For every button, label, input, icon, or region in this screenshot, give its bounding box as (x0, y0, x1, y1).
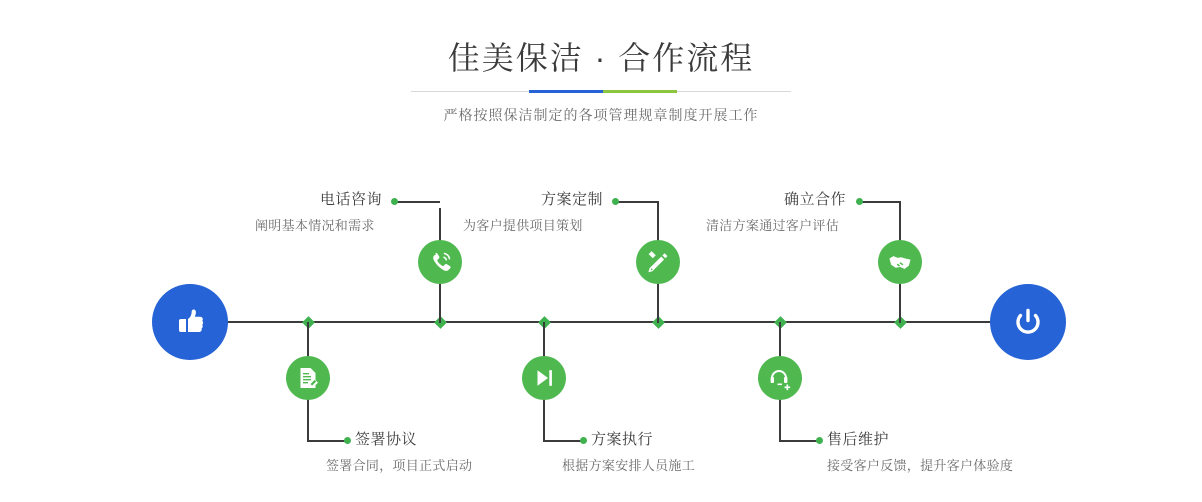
phone-call-icon (427, 249, 453, 275)
page-subtitle: 严格按照保洁制定的各项管理规章制度开展工作 (443, 107, 759, 123)
connector-dot-3 (612, 198, 619, 205)
play-next-icon (531, 365, 557, 391)
page-title: 佳美保洁 · 合作流程 (447, 40, 755, 76)
title-divider (411, 90, 791, 93)
connector-horizontal-3 (615, 201, 659, 203)
connector-horizontal-1 (394, 201, 440, 203)
timeline-end (990, 284, 1066, 360)
connector-horizontal-4 (543, 440, 583, 442)
thumbs-up-icon (170, 302, 210, 342)
step-title-2: 签署协议 (355, 431, 418, 448)
power-icon (1008, 302, 1048, 342)
step-icon-bubble-5[interactable] (878, 240, 922, 284)
step-desc-4: 根据方案安排人员施工 (562, 458, 696, 473)
step-desc-6: 接受客户反馈，提升客户体验度 (827, 458, 1014, 473)
step-desc-1: 阐明基本情况和需求 (255, 218, 375, 233)
document-edit-icon (295, 365, 321, 391)
connector-dot-2 (344, 437, 351, 444)
step-title-4: 方案执行 (591, 431, 654, 448)
connector-dot-4 (580, 437, 587, 444)
step-title-1: 电话咨询 (320, 191, 383, 208)
connector-horizontal-6 (779, 440, 819, 442)
step-icon-bubble-1[interactable] (418, 240, 462, 284)
step-icon-bubble-3[interactable] (636, 240, 680, 284)
handshake-icon (887, 249, 913, 275)
headset-support-icon (767, 365, 793, 391)
timeline-start (152, 284, 228, 360)
step-icon-bubble-2[interactable] (286, 356, 330, 400)
connector-horizontal-2 (307, 440, 347, 442)
step-title-6: 售后维护 (827, 431, 890, 448)
connector-dot-6 (816, 437, 823, 444)
step-icon-bubble-4[interactable] (522, 356, 566, 400)
step-icon-bubble-6[interactable] (758, 356, 802, 400)
pencil-ruler-icon (645, 249, 671, 275)
step-desc-5: 清洁方案通过客户评估 (706, 218, 840, 233)
header (0, 36, 1202, 125)
step-desc-3: 为客户提供项目策划 (463, 218, 583, 233)
divider-green-segment (603, 90, 677, 93)
connector-horizontal-5 (859, 201, 901, 203)
connector-dot-1 (391, 198, 398, 205)
divider-blue-segment (529, 90, 603, 93)
step-title-5: 确立合作 (784, 191, 847, 208)
step-desc-2: 签署合同，项目正式启动 (326, 458, 473, 473)
step-title-3: 方案定制 (541, 191, 604, 208)
connector-dot-5 (856, 198, 863, 205)
